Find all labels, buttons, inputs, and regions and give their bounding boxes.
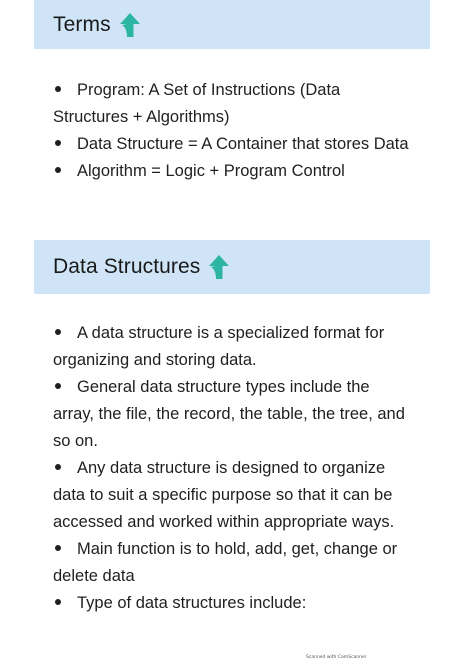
bullet-icon [55, 383, 61, 389]
list-item [53, 536, 413, 590]
list-item-text: Any data structure is designed to organize data to suit a specific purpose so that it can be accessed and worked within appropriate ways. [53, 459, 395, 531]
bullet-icon [55, 545, 61, 551]
section-header-data-structures [34, 240, 430, 294]
list-item [53, 77, 413, 131]
list-item-text: A data structure is a specialized format for organizing and storing data. [53, 324, 385, 369]
list-item [53, 590, 413, 617]
list-item [53, 158, 413, 185]
bullet-icon [55, 167, 61, 173]
section-title: Data Structures [53, 255, 201, 278]
data-structures-list [53, 320, 413, 617]
list-item [53, 455, 413, 536]
section-title: Terms [53, 12, 111, 36]
list-item [53, 131, 413, 158]
terms-list [53, 77, 413, 185]
list-item-text: Program: A Set of Instructions (Data Structures + Algorithms) [53, 81, 341, 126]
arrow-up-icon[interactable] [208, 254, 230, 280]
list-item-text: General data structure types include the array, the file, the record, the table, the tree, and so on. [53, 378, 405, 450]
section-header-terms [34, 0, 430, 49]
list-item-text: Algorithm = Logic + Program Control [77, 162, 345, 180]
bullet-icon [55, 86, 61, 92]
list-item [53, 320, 413, 374]
arrow-up-icon[interactable] [119, 12, 141, 38]
list-item [53, 374, 413, 455]
bullet-icon [55, 140, 61, 146]
list-item-text: Main function is to hold, add, get, change or delete data [53, 540, 398, 585]
list-item-text: Type of data structures include: [77, 594, 307, 612]
list-item-text: Data Structure = A Container that stores Data [77, 135, 409, 153]
bullet-icon [55, 599, 61, 605]
bullet-icon [55, 464, 61, 470]
scanner-watermark: Scanned with CamScanner [306, 655, 367, 660]
bullet-icon [55, 329, 61, 335]
